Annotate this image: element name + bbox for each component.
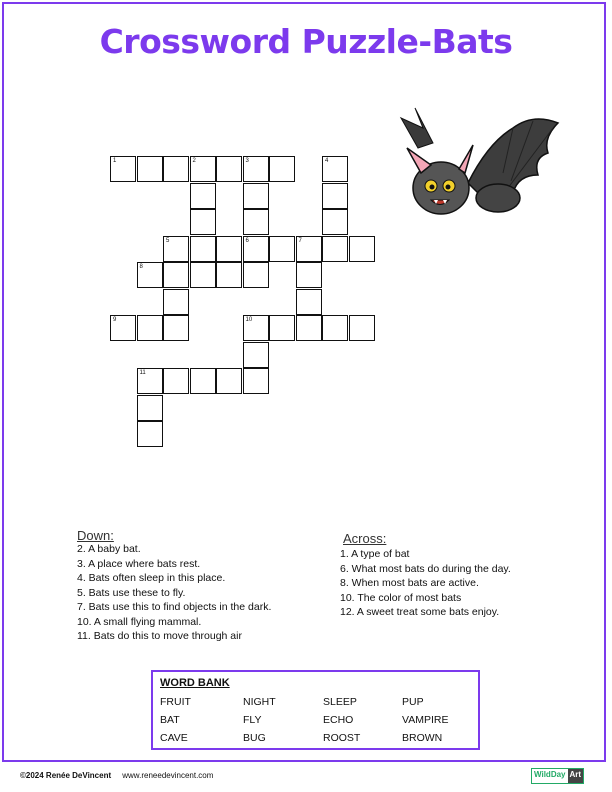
crossword-cell[interactable] xyxy=(269,315,295,341)
crossword-cell[interactable] xyxy=(190,209,216,235)
crossword-cell[interactable] xyxy=(269,236,295,262)
across-clue: 8. When most bats are active. xyxy=(340,577,479,589)
word-bank-word: BUG xyxy=(243,732,266,744)
crossword-cell[interactable] xyxy=(322,183,348,209)
crossword-cell[interactable] xyxy=(243,342,269,368)
cell-number: 3 xyxy=(245,158,249,164)
crossword-cell[interactable] xyxy=(322,156,348,182)
crossword-cell[interactable] xyxy=(163,156,189,182)
crossword-cell[interactable] xyxy=(243,156,269,182)
word-bank-word: BROWN xyxy=(402,732,443,744)
cell-number: 4 xyxy=(325,158,329,164)
across-clue: 1. A type of bat xyxy=(340,548,410,560)
word-bank-word: FRUIT xyxy=(160,696,191,708)
cell-number: 6 xyxy=(245,237,249,244)
crossword-cell[interactable] xyxy=(110,315,136,341)
crossword-cell[interactable] xyxy=(322,209,348,235)
crossword-cell[interactable] xyxy=(137,368,163,394)
across-clue: 10. The color of most bats xyxy=(340,591,462,604)
crossword-cell[interactable] xyxy=(243,209,269,235)
down-clue: 5. Bats use these to fly. xyxy=(77,586,186,599)
crossword-cell[interactable] xyxy=(137,395,163,421)
word-bank-word: PUP xyxy=(402,696,424,708)
crossword-cell[interactable] xyxy=(322,315,348,341)
word-bank-title: WORD BANK xyxy=(160,677,230,689)
word-bank-word: BAT xyxy=(160,714,180,726)
word-bank-word: FLY xyxy=(243,714,262,726)
crossword-cell[interactable] xyxy=(269,156,295,182)
crossword-cell[interactable] xyxy=(190,156,216,182)
crossword-cell[interactable] xyxy=(216,156,242,182)
crossword-cell[interactable] xyxy=(243,262,269,288)
cell-number: 5 xyxy=(166,237,170,244)
crossword-cell[interactable] xyxy=(137,315,163,341)
crossword-cell[interactable] xyxy=(216,262,242,288)
crossword-cell[interactable] xyxy=(190,236,216,262)
crossword-cell[interactable] xyxy=(216,368,242,394)
logo-text-art: Art xyxy=(568,769,584,783)
crossword-cell[interactable] xyxy=(296,236,322,262)
crossword-cell[interactable] xyxy=(163,236,189,262)
down-clue: 2. A baby bat. xyxy=(77,543,141,555)
cell-number: 10 xyxy=(245,317,253,323)
word-bank-word: ROOST xyxy=(323,732,361,744)
logo-text-wildday: WildDay xyxy=(532,769,568,783)
cell-number: 2 xyxy=(192,158,196,164)
crossword-cell[interactable] xyxy=(163,289,189,315)
bat-illustration xyxy=(393,103,563,228)
across-clue: 12. A sweet treat some bats enjoy. xyxy=(340,606,500,618)
crossword-cell[interactable] xyxy=(163,262,189,288)
down-clue: 11. Bats do this to move through air xyxy=(77,630,242,642)
cell-number: 11 xyxy=(139,370,146,376)
down-clue: 7. Bats use this to find objects in the dark. xyxy=(77,601,272,613)
crossword-cell[interactable] xyxy=(137,156,163,182)
across-heading: Across: xyxy=(343,531,387,546)
down-heading: Down: xyxy=(77,528,114,543)
crossword-cell[interactable] xyxy=(296,289,322,315)
crossword-cell[interactable] xyxy=(243,236,269,262)
word-bank xyxy=(151,670,480,750)
page-title: Crossword Puzzle-Bats xyxy=(99,22,513,61)
copyright-text: ©2024 Renée DeVincent xyxy=(20,771,112,780)
crossword-cell[interactable] xyxy=(296,262,322,288)
crossword-cell[interactable] xyxy=(137,262,163,288)
word-bank-word: SLEEP xyxy=(323,696,357,708)
crossword-cell[interactable] xyxy=(190,183,216,209)
crossword-cell[interactable] xyxy=(190,262,216,288)
crossword-cell[interactable] xyxy=(349,315,375,341)
crossword-cell[interactable] xyxy=(349,236,375,262)
across-clue-list xyxy=(340,547,511,620)
word-bank-word: ECHO xyxy=(323,714,354,726)
crossword-cell[interactable] xyxy=(243,315,269,341)
cell-number: 1 xyxy=(113,158,117,164)
word-bank-word: NIGHT xyxy=(243,696,276,708)
wildday-art-logo xyxy=(531,768,584,784)
word-bank-word: CAVE xyxy=(160,732,188,744)
down-clue-list xyxy=(77,542,271,644)
down-clue: 3. A place where bats rest. xyxy=(77,557,201,570)
word-bank-word: VAMPIRE xyxy=(402,714,449,726)
crossword-cell[interactable] xyxy=(216,236,242,262)
across-clue: 6. What most bats do during the day. xyxy=(340,562,511,575)
cell-number: 8 xyxy=(139,264,143,270)
website-link[interactable]: www.reneedevincent.com xyxy=(122,771,214,780)
crossword-cell[interactable] xyxy=(296,315,322,341)
crossword-cell[interactable] xyxy=(163,315,189,341)
down-clue: 4. Bats often sleep in this place. xyxy=(77,572,226,584)
crossword-cell[interactable] xyxy=(243,368,269,394)
down-clue: 10. A small flying mammal. xyxy=(77,615,202,628)
crossword-cell[interactable] xyxy=(137,421,163,447)
crossword-cell[interactable] xyxy=(190,368,216,394)
cell-number: 9 xyxy=(113,317,117,323)
crossword-cell[interactable] xyxy=(110,156,136,182)
footer-credits xyxy=(20,771,213,780)
crossword-cell[interactable] xyxy=(243,183,269,209)
cell-number: 7 xyxy=(298,237,302,244)
crossword-cell[interactable] xyxy=(322,236,348,262)
crossword-cell[interactable] xyxy=(163,368,189,394)
